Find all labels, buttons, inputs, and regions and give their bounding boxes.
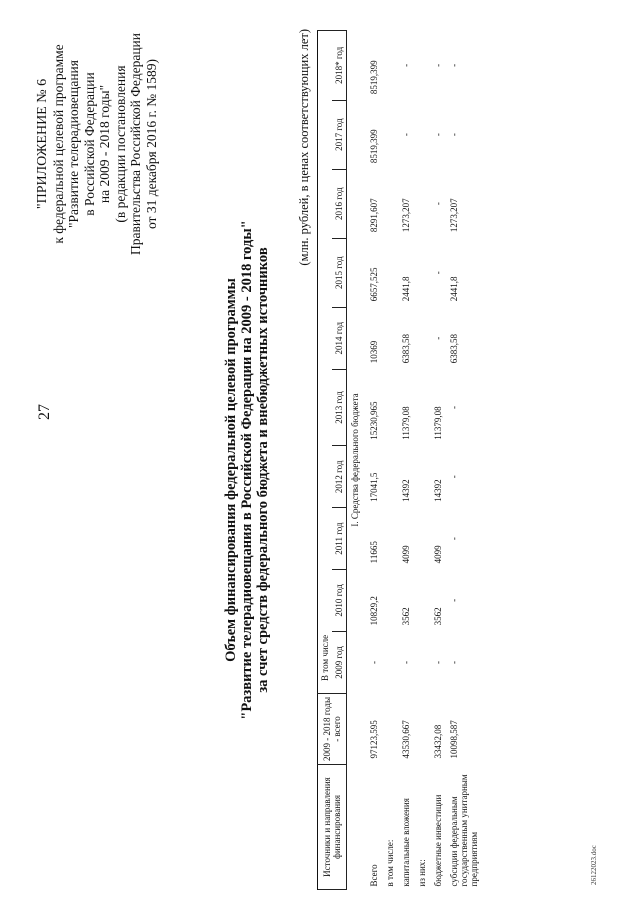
table-body [347,31,483,890]
table-cell [414,238,430,307]
table-cell: 2441,8 [449,276,459,302]
table-cell [382,631,398,693]
table-cell [414,508,430,570]
table-cell: - [449,598,459,602]
table-cell: 10369 [369,340,379,364]
table-cell [414,31,430,101]
table-cell [414,369,430,445]
header-year: 2016 год [332,169,347,238]
appendix-line: в Российской Федерации [81,72,97,216]
table-cell [414,169,430,238]
table-cell [382,169,398,238]
table-cell: 11665 [369,541,379,564]
title-line: "Развитие телерадиовещания в Российской Федерации на 2009 - 2018 годы" [239,220,255,720]
appendix-line: "Развитие телерадиовещания [66,60,81,228]
table-cell: 10829,2 [369,596,379,626]
table-cell [382,508,398,570]
appendix-line: (в редакции постановления [112,65,128,223]
header-year: 2011 год [332,508,347,570]
table-cell: 14392 [433,479,443,502]
table-cell [382,569,398,631]
row-label: из них: [417,859,427,887]
header-year: 2012 год [332,446,347,508]
appendix-header [35,33,159,255]
table-cell [414,446,430,508]
table-cell: - [433,133,443,137]
title-line: Объем финансирования федеральной целевой программы [223,278,239,662]
header-source: Источники и направления финансирования [318,765,347,890]
table-cell: 8519,399 [369,60,379,95]
table-cell [382,100,398,169]
row-label: бюджетные инвестиции [433,794,443,887]
table-cell: 97123,595 [369,720,379,759]
header-year: 2010 год [332,569,347,631]
header-year: 2009 год [332,631,347,693]
table-cell: 14392 [401,479,411,502]
table-cell: 17041,5 [369,472,379,502]
row-label: в том числе: [385,839,395,887]
table-cell: - [433,660,443,664]
table-row [382,31,398,890]
row-label: Всего [369,864,379,887]
header-year: 2014 год [332,307,347,369]
table-cell: - [433,63,443,67]
table-cell: 4099 [401,545,411,564]
table-cell: 15230,965 [369,401,379,440]
header-year: 2015 год [332,238,347,307]
table-cell: 2441,8 [401,276,411,302]
table-cell: 1273,207 [449,198,459,233]
title-line: за счет средств федерального бюджета и внебюджетных источников [255,247,271,693]
table-cell: 3562 [401,607,411,626]
table-cell: - [433,271,443,275]
table-row [430,31,446,890]
units-note: (млн. рублей, в ценах соответствующих лет) [297,29,311,266]
table-cell: 10098,587 [449,720,459,759]
table-cell: 33432,08 [433,724,443,759]
table-cell: 6383,58 [401,334,411,364]
table-cell [414,631,430,693]
document-title [223,170,271,770]
row-label: субсидии федеральным государственным унитарным предприятиям [449,774,479,887]
table-cell: 6383,58 [449,334,459,364]
table-cell: - [449,63,459,67]
table-cell [382,238,398,307]
row-label: капитальные вложения [401,798,411,887]
table-cell: 8519,399 [369,129,379,164]
table-cell [382,369,398,445]
appendix-line: на 2009 - 2018 годы" [97,84,112,204]
table-cell: - [449,537,459,541]
table-cell [414,694,430,765]
appendix-line: "ПРИЛОЖЕНИЕ № 6 [35,78,50,210]
table-cell [382,31,398,101]
table-cell: 3562 [433,607,443,626]
table-cell: 6657,525 [369,267,379,302]
header-year: 2017 год [332,100,347,169]
appendix-line: от 31 декабря 2016 г. № 1589) [143,58,159,230]
table-cell: - [449,660,459,664]
table-cell: - [433,336,443,340]
appendix-line: Правительства Российской Федерации [128,33,143,255]
table-cell: 8291,607 [369,198,379,233]
page-number: 27 [36,404,53,420]
table-cell: - [369,660,379,664]
table-cell: - [433,202,443,206]
table-row [398,31,414,890]
table-cell: - [401,63,411,67]
table-cell [382,307,398,369]
table-cell [414,100,430,169]
table-cell: 43530,667 [401,720,411,759]
table-cell [414,307,430,369]
header-total: 2009 - 2018 годы - всего [318,694,347,765]
table-cell: 11379,08 [433,406,443,440]
table-cell [382,446,398,508]
table-row [414,31,430,890]
document-id: 26122023.doc [590,845,598,885]
section-title: I. Средства федерального бюджета [350,393,360,527]
table-cell: - [449,133,459,137]
table-row [446,31,482,890]
appendix-line: к федеральной целевой программе [50,44,66,244]
table-cell: - [449,406,459,410]
table-cell: 11379,08 [401,406,411,440]
section-row [347,31,367,890]
header-year: 2013 год [332,369,347,445]
table-cell: 4099 [433,545,443,564]
header-year: 2018* год [332,31,347,101]
table-cell: 1273,207 [401,198,411,233]
table-cell: - [401,133,411,137]
header-incl: В том числе [318,31,333,694]
table-cell: - [401,660,411,664]
table-row [366,31,382,890]
rotated-content [35,25,600,890]
financing-table [317,30,482,890]
table-cell [382,694,398,765]
table-cell [414,569,430,631]
table-cell: - [449,475,459,479]
